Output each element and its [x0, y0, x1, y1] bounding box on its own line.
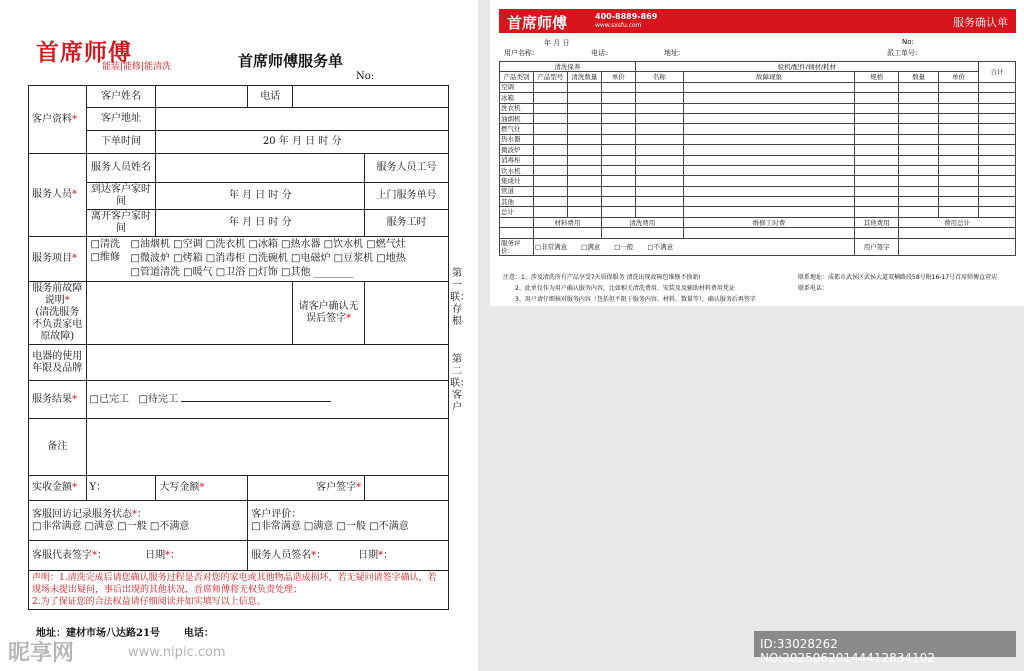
table-cell[interactable] [855, 186, 899, 196]
table-cell[interactable] [635, 124, 683, 134]
customer-eval-cell: 客户评价： □非常满意 □满意 □一般 □不满意 [248, 501, 449, 541]
table-cell[interactable] [855, 82, 899, 92]
fee-value-cell[interactable] [683, 228, 855, 238]
arrive-time-label: 到达客户家时间 [86, 183, 156, 210]
table-cell[interactable] [601, 165, 635, 175]
fee-value-cell[interactable] [899, 228, 1016, 238]
category-row [500, 176, 1016, 186]
result-pending-checkbox[interactable]: □待完工 [138, 393, 178, 405]
order-time-field[interactable]: 20 年 月 日 时 分 [156, 131, 449, 154]
confirm-date-line[interactable]: 年 月 日 [544, 39, 570, 47]
evaluation-options [533, 238, 854, 255]
table-cell[interactable] [635, 134, 683, 144]
table-cell[interactable] [899, 82, 939, 92]
items-row-2[interactable]: □微波炉 □烤箱 □消毒柜 □洗碗机 □电磁炉 □豆浆机 □地热 [130, 253, 406, 264]
group-clean-header: 清洗保养 [500, 62, 636, 72]
table-cell[interactable] [635, 145, 683, 155]
user-sign-field[interactable] [899, 238, 1016, 255]
table-cell[interactable] [855, 165, 899, 175]
col-header: 名称 [635, 72, 683, 82]
table-cell[interactable] [979, 93, 1016, 103]
table-cell[interactable] [533, 82, 567, 92]
table-cell[interactable] [899, 145, 939, 155]
table-cell[interactable] [601, 113, 635, 123]
category-row [500, 165, 1016, 175]
table-cell[interactable] [979, 145, 1016, 155]
service-hours-label: 服务工时 [365, 210, 449, 237]
user-name-label: 用户名称: [504, 49, 535, 57]
confirm-sign-label: 请客户确认无误后签字* [293, 282, 365, 345]
category-row [500, 155, 1016, 165]
table-cell[interactable] [855, 145, 899, 155]
table-cell[interactable] [635, 165, 683, 175]
customer-eval-options[interactable]: □非常满意 □满意 □一般 □不满意 [251, 520, 409, 532]
fee-header-row [500, 217, 1016, 227]
form-number-label: No: [356, 71, 375, 82]
remark-field[interactable] [86, 419, 448, 476]
table-cell[interactable] [533, 155, 567, 165]
table-cell[interactable] [683, 186, 855, 196]
table-cell[interactable] [939, 176, 979, 186]
table-cell[interactable] [939, 145, 979, 155]
total-header: 合计 [979, 62, 1016, 83]
col-header: 故障现象 [683, 72, 855, 82]
customer-section-label: 客户资料* [29, 86, 87, 154]
table-cell[interactable] [635, 176, 683, 186]
dispatch-no-label: 派工单号: [887, 49, 918, 57]
table-cell[interactable] [567, 197, 601, 207]
callback-status-options[interactable]: □非常满意 □满意 □一般 □不满意 [32, 520, 190, 532]
category-label: 洗衣机 [500, 103, 534, 113]
category-label: 微波炉 [500, 145, 534, 155]
table-cell[interactable] [567, 155, 601, 165]
table-cell[interactable] [855, 124, 899, 134]
col-header: 产品型号 [533, 72, 567, 82]
staff-section-label: 服务人员* [29, 154, 87, 237]
door-order-no-label: 上门服务单号 [365, 183, 449, 210]
service-items-cell [86, 237, 448, 282]
table-cell[interactable] [635, 103, 683, 113]
category-row [500, 124, 1016, 134]
leave-time-field[interactable]: 年 月 日 时 分 [156, 210, 365, 237]
staff-id-label: 服务人员工号 [365, 154, 449, 183]
watermark-logo: 昵享网 [8, 641, 75, 666]
table-cell[interactable] [979, 134, 1016, 144]
declaration-cell: 声明：1.清洗完成后请您确认服务过程是否对您的家电或其他物品造成损坏，若无疑问请签字确认，若现场未提出疑问，事后出现的其他状况，首席师傅将无权负责处理； 2.为了保证您的合法权益请仔细阅读并如实填写以上信息。 [29, 571, 449, 610]
callback-status-cell: 客服回访记录服务状态*： □非常满意 □满意 □一般 □不满意 [29, 501, 248, 541]
category-row [500, 113, 1016, 123]
table-cell[interactable] [899, 186, 939, 196]
table-cell[interactable] [567, 145, 601, 155]
category-row [500, 145, 1016, 155]
arrive-time-field[interactable]: 年 月 日 时 分 [156, 183, 365, 210]
table-cell[interactable] [683, 155, 855, 165]
category-label: 其他 [500, 197, 534, 207]
website: www.sxsfu.com [595, 22, 642, 29]
customer-name-field[interactable] [156, 86, 248, 108]
table-cell[interactable] [979, 197, 1016, 207]
staff-name-field[interactable] [156, 154, 365, 183]
table-cell[interactable] [939, 134, 979, 144]
table-cell[interactable] [683, 207, 855, 217]
table-cell[interactable] [567, 186, 601, 196]
table-cell[interactable] [899, 134, 939, 144]
table-cell[interactable] [979, 82, 1016, 92]
appliance-age-label: 电器的使用年限及品牌 [29, 345, 87, 381]
copy-labels: 第一联：存根 第二联：客户 [450, 268, 470, 413]
user-address-label: 地址: [664, 49, 681, 57]
category-label: 冰箱 [500, 93, 534, 103]
confirm-contact: 联系地址：成都市武侯区武侯大道双楠路段58号附16-17号首席师傅直营店 联系电话： [798, 274, 998, 292]
table-cell[interactable] [855, 207, 899, 217]
category-row [500, 93, 1016, 103]
col-header: 单价 [939, 72, 979, 82]
category-row [500, 134, 1016, 144]
table-cell[interactable] [567, 103, 601, 113]
category-label: 管道 [500, 186, 534, 196]
fee-value-row [500, 228, 1016, 238]
table-cell[interactable] [601, 207, 635, 217]
table-cell[interactable] [601, 145, 635, 155]
table-cell[interactable] [855, 197, 899, 207]
table-cell[interactable] [601, 93, 635, 103]
fee-header: 维修工时费 [683, 217, 855, 227]
table-cell[interactable] [939, 207, 979, 217]
user-sign-label: 用户签字 [855, 238, 899, 255]
customer-address-field[interactable] [156, 108, 449, 131]
table-cell[interactable] [635, 186, 683, 196]
table-cell[interactable] [683, 82, 855, 92]
table-cell[interactable] [939, 93, 979, 103]
category-label: 集成灶 [500, 176, 534, 186]
table-cell[interactable] [601, 103, 635, 113]
result-section-label: 服务结果* [29, 381, 87, 419]
table-cell[interactable] [683, 93, 855, 103]
table-cell[interactable] [567, 134, 601, 144]
table-cell[interactable] [635, 82, 683, 92]
table-cell[interactable] [533, 176, 567, 186]
table-cell[interactable] [567, 113, 601, 123]
table-cell[interactable] [683, 145, 855, 155]
fee-value-cell[interactable] [601, 228, 683, 238]
category-row [500, 197, 1016, 207]
service-type-clean-checkbox[interactable]: □清洗 [90, 239, 120, 250]
table-cell[interactable] [899, 113, 939, 123]
table-cell[interactable] [533, 165, 567, 175]
col-header: 清洗数量 [567, 72, 601, 82]
evaluation-row [500, 238, 1016, 255]
confirm-header-bar [499, 9, 1016, 33]
fee-header: 材料费用 [533, 217, 601, 227]
col-header: 单价 [601, 72, 635, 82]
table-cell[interactable] [683, 176, 855, 186]
items-row-3[interactable]: □管道清洗 □暖气 □卫浴 □灯饰 □其他 ________ [130, 267, 354, 278]
table-cell[interactable] [899, 165, 939, 175]
user-phone-label: 电话: [591, 49, 608, 57]
table-cell[interactable] [899, 124, 939, 134]
category-label: 饮水机 [500, 165, 534, 175]
table-cell[interactable] [939, 103, 979, 113]
table-cell[interactable] [533, 103, 567, 113]
table-cell[interactable] [635, 93, 683, 103]
service-type-repair-checkbox[interactable]: □维修 [90, 252, 120, 263]
category-row [500, 186, 1016, 196]
paid-amount-label: 实收金额* [29, 476, 87, 501]
table-cell[interactable] [683, 103, 855, 113]
table-cell[interactable] [979, 113, 1016, 123]
cs-sign-cell[interactable]: 客服代表签字*： 日期*： [29, 541, 248, 571]
table-cell[interactable] [939, 82, 979, 92]
table-cell[interactable] [979, 155, 1016, 165]
store-address: 地址：建材市场八达路21号 电话： [36, 628, 214, 639]
table-cell[interactable] [601, 155, 635, 165]
service-confirm-form-right [490, 0, 1024, 306]
table-cell[interactable] [979, 207, 1016, 217]
table-cell[interactable] [899, 207, 939, 217]
table-cell[interactable] [635, 207, 683, 217]
table-cell[interactable] [533, 207, 567, 217]
table-cell[interactable] [635, 155, 683, 165]
order-time-label: 下单时间 [86, 131, 156, 154]
category-row [500, 82, 1016, 92]
brand-slogan: 能装|能修|能清洗 [102, 62, 172, 72]
staff-sign-cell[interactable]: 服务人员签名*： 日期*： [248, 541, 449, 571]
table-cell[interactable] [855, 103, 899, 113]
col-header: 数量 [899, 72, 939, 82]
customer-sign-label: 客户签字* [248, 476, 365, 501]
fee-value-cell[interactable] [500, 228, 534, 238]
table-cell[interactable] [533, 124, 567, 134]
remark-label: 备注 [29, 419, 87, 476]
table-cell[interactable] [533, 186, 567, 196]
table-cell[interactable] [939, 124, 979, 134]
brand-logo: 首席师傅 [36, 40, 132, 66]
service-form-table [28, 85, 449, 610]
service-items-label: 服务项目* [29, 237, 87, 282]
evaluation-label: 服务评价： [500, 238, 534, 255]
table-cell[interactable] [855, 93, 899, 103]
fee-value-cell[interactable] [855, 228, 899, 238]
customer-sign-field[interactable] [365, 476, 449, 501]
confirm-table [499, 61, 1016, 256]
table-cell[interactable] [855, 134, 899, 144]
table-cell[interactable] [939, 113, 979, 123]
table-cell[interactable] [939, 197, 979, 207]
confirm-sign-field[interactable] [365, 282, 449, 345]
fault-description-label: 服务前故障说明* (清洗服务不负责家电原故障) [29, 282, 87, 345]
table-cell[interactable] [683, 165, 855, 175]
table-cell[interactable] [635, 197, 683, 207]
table-cell[interactable] [601, 176, 635, 186]
result-underline[interactable] [181, 401, 331, 402]
watermark-image-id: ID:33028262 NO:20250620144412834102 [754, 631, 1016, 657]
table-cell[interactable] [635, 113, 683, 123]
fee-header: 费用总计 [899, 217, 1016, 227]
sum-row [500, 207, 1016, 217]
paid-amount-field[interactable]: Y： [86, 476, 156, 501]
phone-field[interactable] [293, 86, 449, 108]
table-cell[interactable] [533, 197, 567, 207]
leave-time-label: 离开客户家时间 [86, 210, 156, 237]
table-cell[interactable] [567, 124, 601, 134]
watermark-url: www.nipic.com [128, 645, 226, 660]
confirm-title: 服务确认单 [953, 16, 1008, 29]
table-cell[interactable] [855, 155, 899, 165]
staff-name-label: 服务人员姓名 [86, 154, 156, 183]
table-cell[interactable] [601, 134, 635, 144]
evaluation-checkbox[interactable]: □满意 [581, 242, 601, 251]
table-cell[interactable] [683, 197, 855, 207]
table-cell[interactable] [899, 176, 939, 186]
table-cell[interactable] [601, 82, 635, 92]
table-cell[interactable] [899, 103, 939, 113]
customer-address-label: 客户地址 [86, 108, 156, 131]
category-label: 空调 [500, 82, 534, 92]
table-cell[interactable] [567, 165, 601, 175]
evaluation-checkbox[interactable]: □非常满意 [534, 242, 568, 251]
service-form-left [0, 0, 478, 671]
table-cell[interactable] [567, 93, 601, 103]
confirm-no-label: No: [902, 38, 914, 46]
table-cell[interactable] [567, 207, 601, 217]
category-row [500, 103, 1016, 113]
amount-upper-label: 大写金额* [156, 476, 248, 501]
result-cell [86, 381, 448, 419]
category-label: 消毒柜 [500, 155, 534, 165]
table-cell[interactable] [601, 124, 635, 134]
confirm-notes: 注意：1、涉及清洗所有产品享受7天质保服务 清洗出现故障包维修不换新! 2、此单仅作为用户确认服务内容，比如相关清洗费用、安装及及辅助材料费用凭证 3、用户请仔细核对服务内容（包括但不限于服务内容、材料、数量等），确认服务后再签字 [503, 274, 756, 303]
table-cell[interactable] [855, 176, 899, 186]
table-cell[interactable] [533, 113, 567, 123]
confirm-logo: 首席师傅 [507, 14, 568, 32]
table-cell[interactable] [939, 155, 979, 165]
table-cell[interactable] [899, 197, 939, 207]
table-cell[interactable] [855, 113, 899, 123]
group-parts-header: 验机/配件/辅材/耗材 [635, 62, 978, 72]
category-label: 燃气灶 [500, 124, 534, 134]
result-done-checkbox[interactable]: □已完工 [89, 393, 129, 405]
form-title: 首席师傅服务单 [238, 52, 344, 70]
customer-name-label: 客户姓名 [86, 86, 156, 108]
fee-header: 清洗费用 [601, 217, 683, 227]
table-cell[interactable] [939, 165, 979, 175]
hotline: 400-8889-869 [595, 12, 658, 21]
col-header: 规格 [855, 72, 899, 82]
category-label: 油烟机 [500, 113, 534, 123]
fee-header: 其他费用 [855, 217, 899, 227]
table-cell[interactable] [567, 82, 601, 92]
table-cell[interactable] [979, 165, 1016, 175]
table-cell[interactable] [683, 113, 855, 123]
table-cell[interactable] [533, 93, 567, 103]
table-cell[interactable] [533, 145, 567, 155]
table-cell[interactable] [899, 93, 939, 103]
table-cell[interactable] [683, 134, 855, 144]
items-row-1[interactable]: □油烟机 □空调 □洗衣机 □冰箱 □热水器 □饮水机 □燃气灶 [130, 239, 406, 250]
table-cell[interactable] [601, 186, 635, 196]
evaluation-checkbox[interactable]: □不满意 [647, 242, 674, 251]
fee-value-cell[interactable] [533, 228, 601, 238]
evaluation-checkbox[interactable]: □一般 [614, 242, 634, 251]
table-cell[interactable] [899, 155, 939, 165]
table-cell[interactable] [979, 176, 1016, 186]
table-cell[interactable] [601, 197, 635, 207]
col-header: 产品类别 [500, 72, 534, 82]
fee-header [500, 217, 534, 227]
table-cell[interactable] [979, 186, 1016, 196]
table-cell[interactable] [939, 186, 979, 196]
category-label: 总计 [500, 207, 534, 217]
table-cell[interactable] [533, 134, 567, 144]
table-cell[interactable] [567, 176, 601, 186]
fault-description-field[interactable] [86, 282, 293, 345]
table-cell[interactable] [979, 103, 1016, 113]
phone-label: 电话 [248, 86, 293, 108]
category-label: 热水器 [500, 134, 534, 144]
appliance-age-field[interactable] [86, 345, 448, 381]
table-cell[interactable] [979, 124, 1016, 134]
table-cell[interactable] [683, 124, 855, 134]
